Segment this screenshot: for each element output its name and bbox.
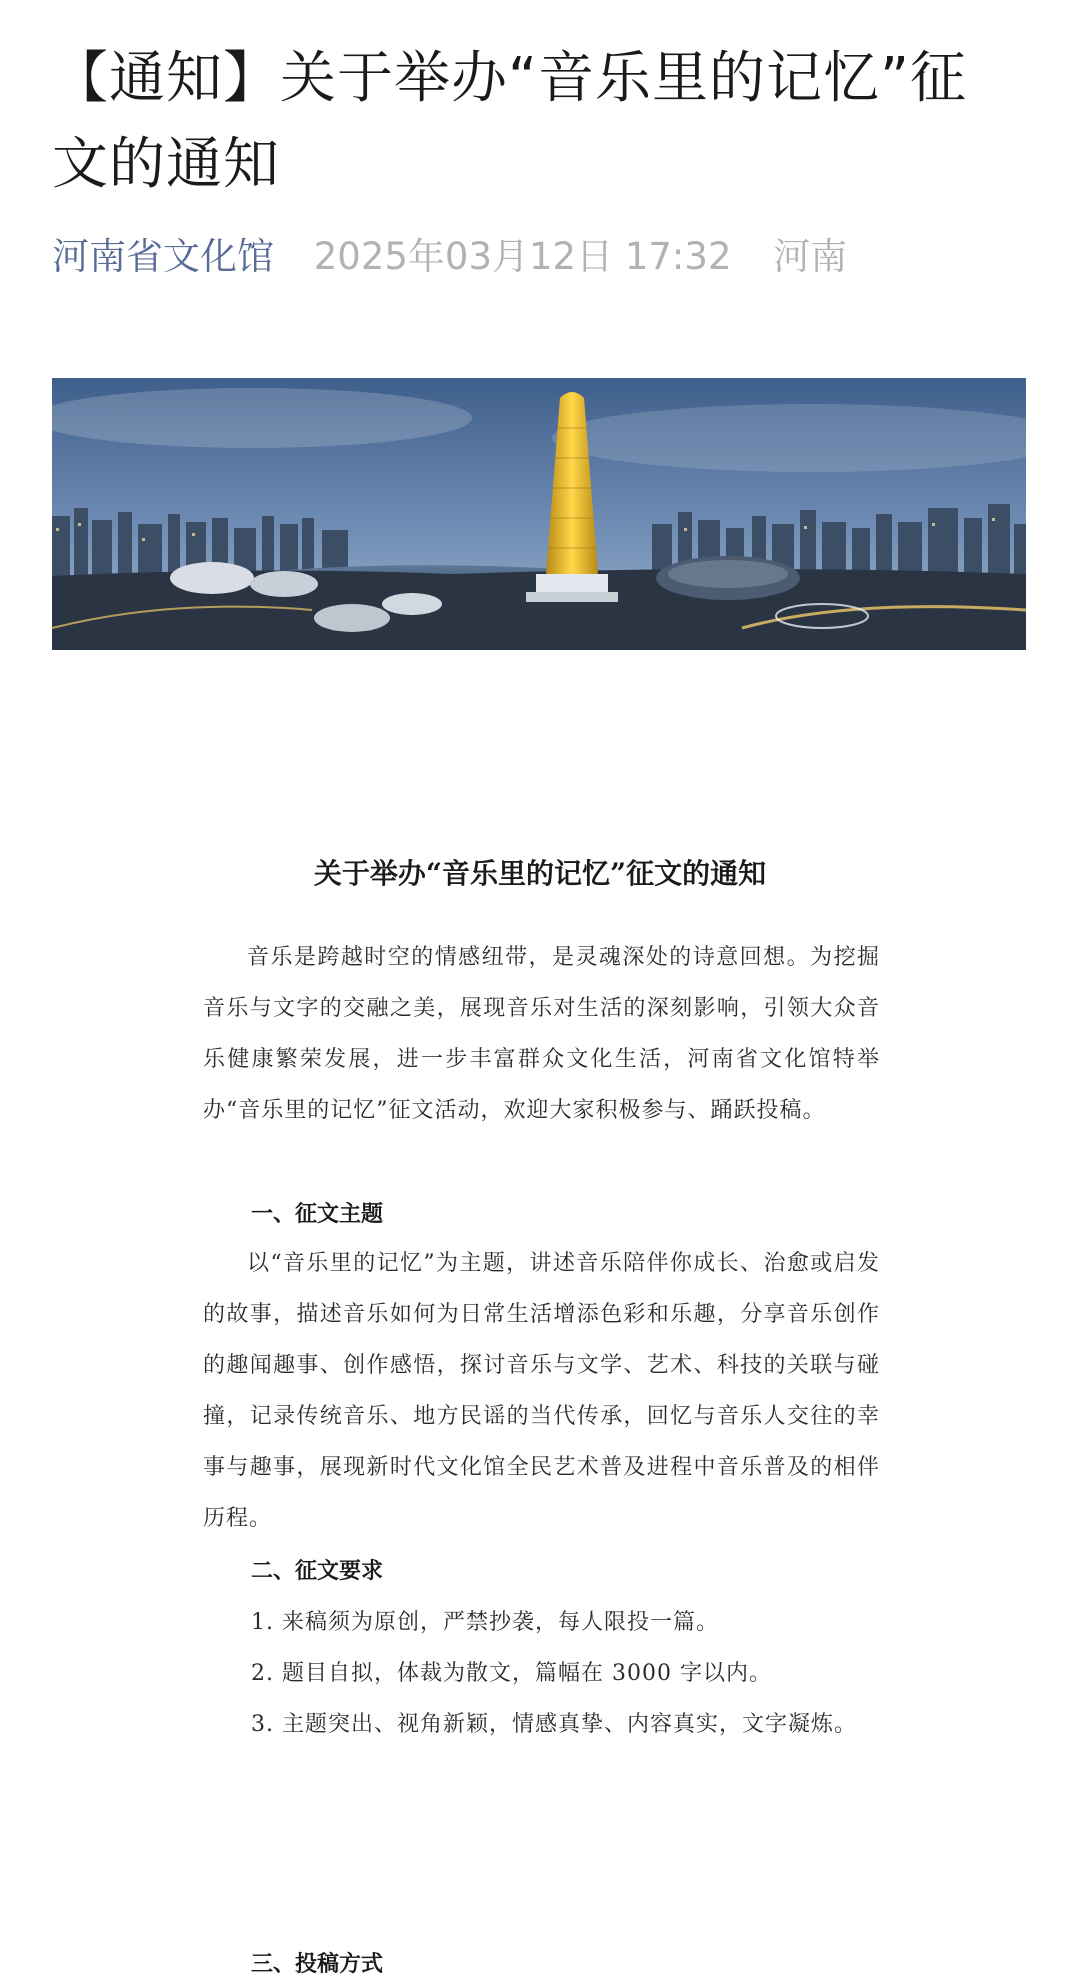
article-title: 【通知】关于举办“音乐里的记忆”征文的通知 bbox=[52, 46, 968, 197]
intro-paragraph: 音乐是跨越时空的情感纽带，是灵魂深处的诗意回想。为挖掘音乐与文字的交融之美，展现音乐对生活的深刻影响，引领大众音乐健康繁荣发展，进一步丰富群众文化生活，河南省文化馆特举办“音乐里的记忆”征文活动，欢迎大家积极参与、踊跃投稿。 bbox=[203, 945, 880, 1123]
publish-region: 河南 bbox=[773, 235, 848, 278]
requirement-item-3: 3. 主题突出、视角新颖，情感真挚、内容真实，文字凝炼。 bbox=[251, 1712, 857, 1737]
section1-heading: 一、征文主题 bbox=[251, 1202, 384, 1227]
publish-time: 2025年03月12日 17:32 bbox=[313, 235, 732, 278]
section1-body: 以“音乐里的记忆”为主题，讲述音乐陪伴你成长、治愈或启发的故事，描述音乐如何为日常生活增添色彩和乐趣，分享音乐创作的趣闻趣事、创作感悟，探讨音乐与文学、艺术、科技的关联与碰撞，记录传统音乐、地方民谣的当代传承，回忆与音乐人交往的幸事与趣事，展现新时代文化馆全民艺术普及进程中音乐普及的相伴历程。 bbox=[203, 1251, 880, 1531]
requirement-item-2: 2. 题目自拟，体裁为散文，篇幅在 3000 字以内。 bbox=[251, 1661, 772, 1686]
account-name-link[interactable]: 河南省文化馆 bbox=[52, 235, 274, 278]
section2-heading: 二、征文要求 bbox=[251, 1559, 384, 1584]
section3-heading: 三、投稿方式 bbox=[251, 1952, 384, 1977]
article-meta bbox=[52, 232, 847, 282]
document-title: 关于举办“音乐里的记忆”征文的通知 bbox=[313, 857, 767, 890]
banner-image bbox=[52, 378, 1026, 650]
city-skyline-image bbox=[52, 378, 1026, 650]
requirement-item-1: 1. 来稿须为原创，严禁抄袭，每人限投一篇。 bbox=[251, 1610, 719, 1635]
